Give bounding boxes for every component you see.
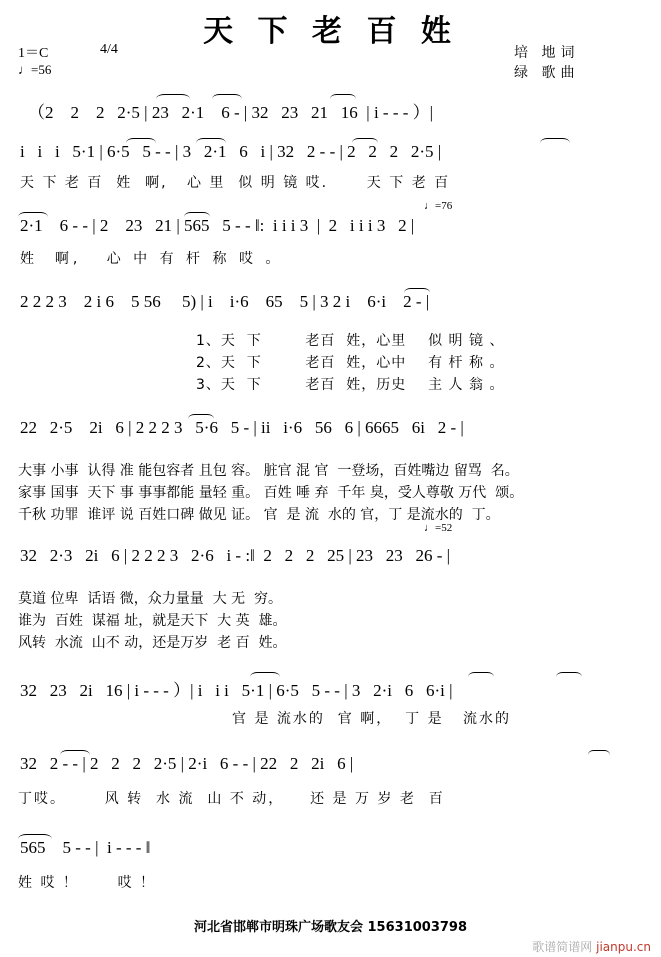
slur-icon	[556, 672, 582, 682]
slur-icon	[196, 138, 226, 148]
slur-icon	[468, 672, 494, 682]
system-2-notes: i i i 5·1 | 6·5 5 - - | 3 2·1 6 i | 32 2 - - | 2 2 2 2·5 |	[20, 142, 442, 161]
slur-icon	[588, 750, 610, 760]
slur-icon	[18, 212, 48, 222]
system-5-lyric-1: 大事 小事 认得 准 能包容者 且包 容。 脏官 混 官 一登场，百姓嘴边 留骂 名。	[18, 463, 519, 479]
tempo-marking-3: ♩=52	[424, 522, 453, 534]
slur-icon	[156, 94, 190, 104]
verse-line-3: 3、天 下 老百 姓，历史 主 人 翁 。	[196, 377, 505, 393]
system-1-notes: （2 2 2 2·5 | 23 2·1 6 - | 32 23 21 16 | i - - - ）|	[28, 103, 434, 122]
system-4-notes: 2 2 2 3 2 i 6 5 56 5) | i i·6 65 5 | 3 2 i 6·i 2 - |	[20, 292, 430, 311]
system-3-notes: 2·1 6 - - | 2 23 21 | 565 5 - - ‖: i i i 3 | 2 i i i 3 2 |	[20, 216, 415, 235]
page-title: 天 下 老 百 姓	[203, 14, 458, 49]
verse-line-2: 2、天 下 老百 姓，心中 有 杆 称 。	[196, 355, 505, 371]
system-6-lyric-3: 风转 水流 山不 动，还是万岁 老 百 姓。	[18, 635, 287, 651]
slur-icon	[188, 414, 214, 424]
slur-icon	[250, 672, 280, 682]
system-8-lyrics: 丁哎。 风 转 水 流 山 不 动， 还 是 万 岁 老 百	[18, 791, 445, 807]
system-2-lyrics: 天 下 老 百 姓 啊, 心 里 似 明 镜 哎. 天 下 老 百	[20, 175, 451, 191]
credit-composer: 绿 歌曲	[514, 66, 580, 81]
tempo-marking-2: ♩=76	[424, 200, 453, 212]
slur-icon	[212, 94, 242, 104]
system-3-lyrics: 姓 啊, 心 中 有 杆 称 哎 。	[20, 251, 284, 267]
slur-icon	[60, 750, 90, 760]
footer-credit: 河北省邯郸市明珠广场歌友会 15631003798	[193, 920, 468, 935]
system-9-notes: 565 5 - - | i - - - ‖	[20, 838, 151, 857]
watermark	[532, 938, 651, 955]
slur-icon	[330, 94, 356, 104]
slur-icon	[352, 138, 378, 148]
slur-icon	[126, 138, 156, 148]
slur-icon	[184, 212, 210, 222]
key-signature: 1＝C	[18, 46, 49, 61]
system-5-lyric-3: 千秋 功罪 谁评 说 百姓口碑 做见 证。 官 是 流 水的 官，丁 是流水的 丁。	[18, 507, 500, 523]
watermark-site: jianpu.cn	[596, 940, 651, 954]
verse-line-1: 1、天 下 老百 姓，心里 似 明 镜 、	[196, 333, 505, 349]
system-6-lyric-2: 谁为 百姓 谋福 址，就是天下 大 英 雄。	[18, 613, 287, 629]
credit-lyricist: 培 地词	[514, 46, 580, 61]
system-5-lyric-2: 家事 国事 天下 事 事事都能 量轻 重。 百姓 唾 弃 千年 臭，受人尊敬 万代 颂。	[18, 485, 524, 501]
slur-icon	[18, 834, 52, 844]
system-7-lyrics: 官 是 流水的 官 啊， 丁 是 流水的	[232, 711, 511, 727]
slur-icon	[540, 138, 570, 148]
tempo-marking-main: ♩=56	[18, 62, 52, 77]
system-6-lyric-1: 莫道 位卑 话语 微，众力量量 大 无 穷。	[18, 591, 283, 607]
system-6-notes: 32 2·3 2i 6 | 2 2 2 3 2·6 i - :‖ 2 2 2 25 | 23 23 26 - |	[20, 546, 451, 565]
system-9-lyrics: 姓 哎 ！ 哎 ！	[18, 875, 157, 891]
system-7-notes: 32 23 2i 16 | i - - - ）| i i i 5·1 | 6·5 5 - - | 3 2·i 6 6·i |	[20, 681, 453, 700]
system-8-notes: 32 2 - - | 2 2 2 2·5 | 2·i 6 - - | 22 2 2i 6 |	[20, 754, 354, 773]
time-signature: 4/4	[100, 42, 118, 57]
slur-icon	[404, 288, 430, 298]
system-5-notes: 22 2·5 2i 6 | 2 2 2 3 5·6 5 - | ii i·6 56 6 | 6665 6i 2 - |	[20, 418, 464, 437]
watermark-label: 歌谱简谱网	[532, 940, 597, 954]
